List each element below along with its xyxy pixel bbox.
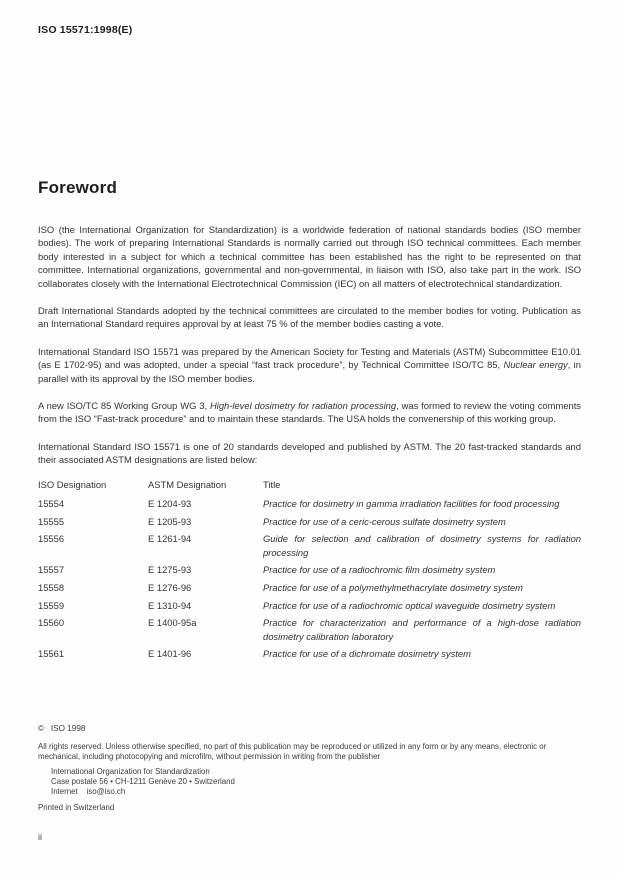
address-line: International Organization for Standardization xyxy=(51,767,210,776)
address-line: Internet iso@iso.ch xyxy=(51,787,126,797)
cell-title: Practice for use of a polymethylmethacrylate dosimetry system xyxy=(263,581,523,593)
foreword-heading: Foreword xyxy=(38,178,118,197)
table-row xyxy=(38,515,581,528)
page-number: ii xyxy=(38,832,42,842)
standards-table xyxy=(38,478,581,661)
table-row xyxy=(38,647,581,660)
column-header-title: Title xyxy=(263,478,281,490)
foreword-paragraph: ISO (the International Organization for Standardization) is a worldwide federation of national standards bodies (ISO member bodies). The work of preparing International Standards is normally carried out through ISO technical committees. Each member body interested in a subject for which a technical committee has been established has the right to be represented on that committee. International organizations, governmental and non-governmental, in liaison with ISO, also take part in the work. ISO collaborates closely with the International Electrotechnical Commission (IEC) on all matters of electrotechnical standardization. xyxy=(38,224,581,289)
foreword-paragraphs xyxy=(38,223,581,467)
printed-in-line: Printed in Switzerland xyxy=(38,802,115,812)
foreword-paragraph: A new ISO/TC 85 Working Group WG 3, High-level dosimetry for radiation processing, was formed to review the voting comments from the ISO “Fast-track procedure” and to maintain these standards. The USA holds the convenership of this working group. xyxy=(38,400,581,425)
cell-astm-designation: E 1205-93 xyxy=(148,515,192,527)
cell-astm-designation: E 1310-94 xyxy=(148,599,192,611)
cell-astm-designation: E 1275-93 xyxy=(148,564,192,576)
foreword-paragraph: International Standard ISO 15571 is one of 20 standards developed and published by ASTM. The 20 fast-tracked standards and their associated ASTM designations are listed below: xyxy=(38,440,581,466)
cell-title: Guide for selection and calibration of dosimetry systems for radiation processing xyxy=(263,533,581,558)
table-row xyxy=(38,616,581,642)
table-row xyxy=(38,581,581,594)
cell-title: Practice for characterization and performance of a high-dose radiation dosimetry calibration laboratory xyxy=(263,617,581,642)
page-footer xyxy=(38,724,581,820)
cell-astm-designation: E 1401-96 xyxy=(148,648,192,660)
cell-iso-designation: 15555 xyxy=(38,515,65,527)
cell-title: Practice for use of a radiochromic film dosimetry system xyxy=(263,564,496,576)
table-row xyxy=(38,532,581,558)
standards-table-header xyxy=(38,478,581,491)
cell-iso-designation: 15559 xyxy=(38,599,65,611)
foreword-paragraph: International Standard ISO 15571 was prepared by the American Society for Testing and Materials (ASTM) Subcommittee E10.01 (as E 1702-95) and was adopted, under a special “fast track procedure”, by Technical Committee ISO/TC 85, Nuclear energy, in parallel with its approval by the ISO member bodies. xyxy=(38,345,581,384)
publisher-address xyxy=(51,767,581,798)
copyright-notice: © ISO 1998 xyxy=(38,724,86,733)
foreword-paragraph: Draft International Standards adopted by the technical committees are circulated to the member bodies for voting. Publication as an International Standard requires approval by at least 75 % of the member bodies casting a vote. xyxy=(38,305,581,330)
cell-iso-designation: 15560 xyxy=(38,617,65,629)
cell-astm-designation: E 1400-95a xyxy=(148,617,197,629)
column-header-astm-designation: ASTM Designation xyxy=(148,478,227,490)
table-row xyxy=(38,599,581,612)
cell-astm-designation: E 1276-96 xyxy=(148,581,192,593)
foreword-section xyxy=(38,178,581,665)
document-number-header: ISO 15571:1998(E) xyxy=(38,24,133,36)
cell-iso-designation: 15558 xyxy=(38,581,65,593)
table-row xyxy=(38,497,581,510)
cell-title: Practice for use of a ceric-cerous sulfate dosimetry system xyxy=(263,515,506,527)
cell-iso-designation: 15554 xyxy=(38,497,65,509)
cell-title: Practice for dosimetry in gamma irradiation facilities for food processing xyxy=(263,497,560,509)
rights-statement: All rights reserved. Unless otherwise specified, no part of this publication may be reproduced or utilized in any form or by any means, electronic or mechanical, including photocopying and microfilm, without permission in writing from the publisher xyxy=(38,742,547,761)
cell-iso-designation: 15556 xyxy=(38,533,65,545)
cell-astm-designation: E 1261-94 xyxy=(148,533,192,545)
table-row xyxy=(38,563,581,576)
cell-title: Practice for use of a dichromate dosimetry system xyxy=(263,648,471,660)
standards-table-body xyxy=(38,497,581,661)
address-line: Case postale 56 • CH-1211 Genève 20 • Switzerland xyxy=(51,777,235,787)
cell-astm-designation: E 1204-93 xyxy=(148,497,192,509)
column-header-iso-designation: ISO Designation xyxy=(38,478,107,490)
cell-iso-designation: 15557 xyxy=(38,564,65,576)
cell-iso-designation: 15561 xyxy=(38,648,65,660)
cell-title: Practice for use of a radiochromic optical waveguide dosimetry system xyxy=(263,599,556,611)
